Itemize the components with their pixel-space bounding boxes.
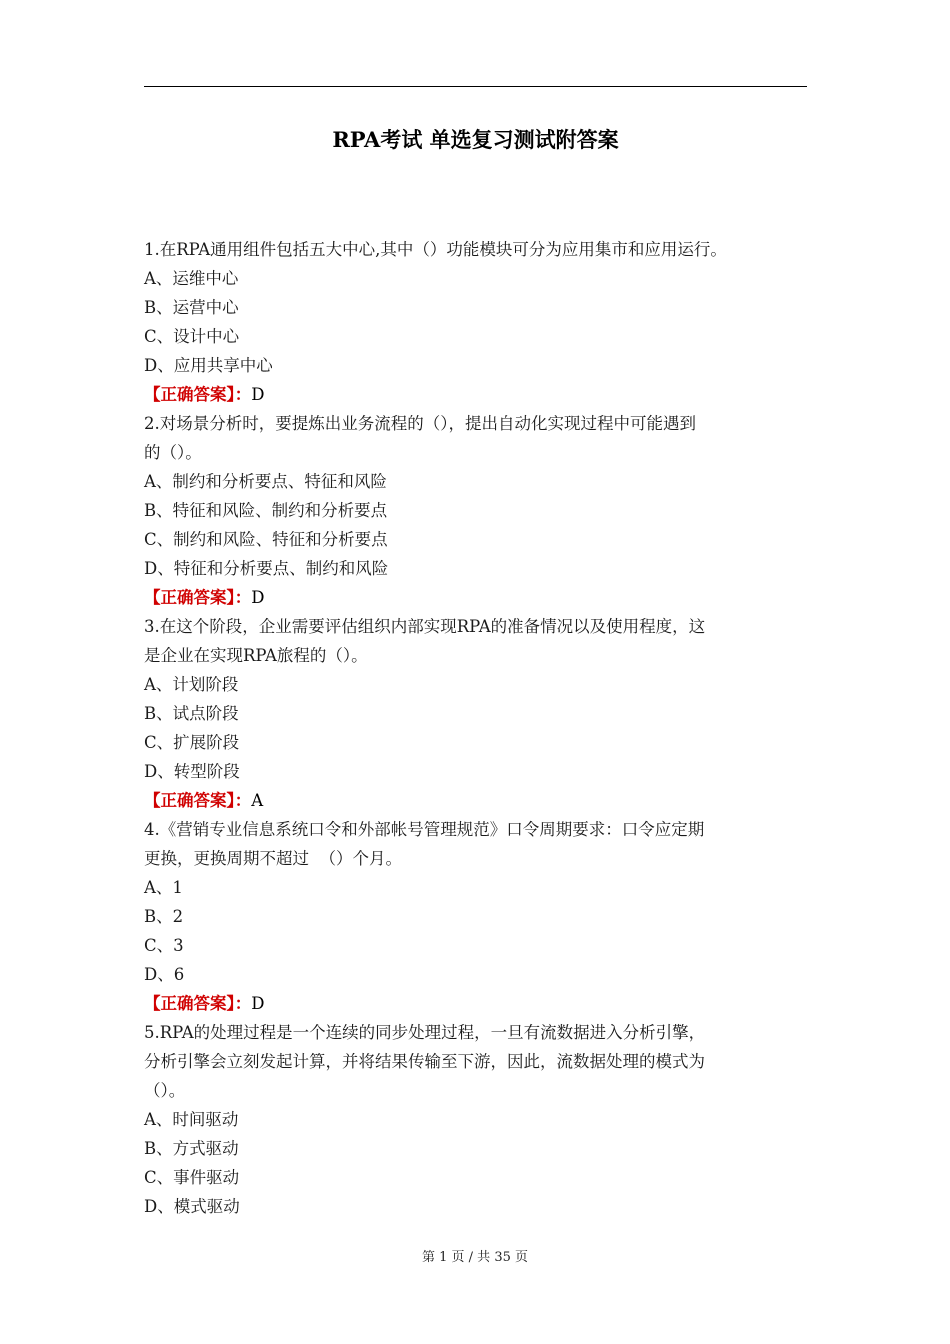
answer-label: 【正确答案】：: [144, 385, 252, 404]
correct-answer: [144, 786, 824, 815]
document-title: RPA考试 单选复习测试附答案: [332, 127, 619, 152]
option-a: A、制约和分析要点、特征和风险: [144, 472, 387, 491]
option-d: D、应用共享中心: [144, 356, 273, 375]
question-text: 1.在RPA通用组件包括五大中心,其中（）功能模块可分为应用集市和应用运行。: [144, 240, 727, 259]
question-1: [144, 235, 824, 409]
option-b: B、2: [144, 907, 184, 926]
option-c: C、制约和风险、特征和分析要点: [144, 530, 388, 549]
option-c: C、设计中心: [144, 327, 240, 346]
question-text-cont: 的（）。: [144, 443, 202, 462]
option-d: D、模式驱动: [144, 1197, 240, 1216]
question-5: [144, 1018, 824, 1221]
option-c: C、事件驱动: [144, 1168, 240, 1187]
page-footer: 第 1 页 / 共 35 页: [422, 1250, 528, 1265]
answer-label: 【正确答案】：: [144, 791, 252, 810]
correct-answer: [144, 583, 824, 612]
option-c: C、扩展阶段: [144, 733, 240, 752]
question-text: 2.对场景分析时，要提炼出业务流程的（），提出自动化实现过程中可能遇到: [144, 414, 696, 433]
option-d: D、转型阶段: [144, 762, 240, 781]
header-rule: [144, 86, 807, 87]
option-b: B、方式驱动: [144, 1139, 239, 1158]
option-a: A、时间驱动: [144, 1110, 239, 1129]
question-text: 4.《营销专业信息系统口令和外部帐号管理规范》口令周期要求：口令应定期: [144, 820, 705, 839]
option-a: A、运维中心: [144, 269, 239, 288]
option-c: C、3: [144, 936, 184, 955]
question-text-cont: （）。: [144, 1081, 186, 1100]
option-d: D、特征和分析要点、制约和风险: [144, 559, 389, 578]
question-3: [144, 612, 824, 815]
question-text: 5.RPA的处理过程是一个连续的同步处理过程，一旦有流数据进入分析引擎，: [144, 1023, 706, 1042]
question-2: [144, 409, 824, 612]
answer-value: D: [251, 994, 265, 1013]
option-b: B、试点阶段: [144, 704, 239, 723]
option-a: A、1: [144, 878, 183, 897]
option-b: B、运营中心: [144, 298, 239, 317]
question-text-cont: 更换，更换周期不超过 （）个月。: [144, 849, 402, 868]
answer-label: 【正确答案】：: [144, 588, 252, 607]
answer-value: D: [251, 385, 265, 404]
question-text: 3.在这个阶段，企业需要评估组织内部实现RPA的准备情况以及使用程度，这: [144, 617, 706, 636]
option-a: A、计划阶段: [144, 675, 239, 694]
correct-answer: [144, 989, 824, 1018]
question-text-cont: 是企业在实现RPA旅程的（）。: [144, 646, 368, 665]
question-text-cont: 分析引擎会立刻发起计算，并将结果传输至下游，因此，流数据处理的模式为: [144, 1052, 705, 1071]
correct-answer: [144, 380, 824, 409]
option-d: D、6: [144, 965, 185, 984]
option-b: B、特征和风险、制约和分析要点: [144, 501, 388, 520]
question-list: [144, 235, 824, 1221]
answer-label: 【正确答案】：: [144, 994, 252, 1013]
answer-value: D: [251, 588, 265, 607]
question-4: [144, 815, 824, 1018]
answer-value: A: [251, 791, 264, 810]
